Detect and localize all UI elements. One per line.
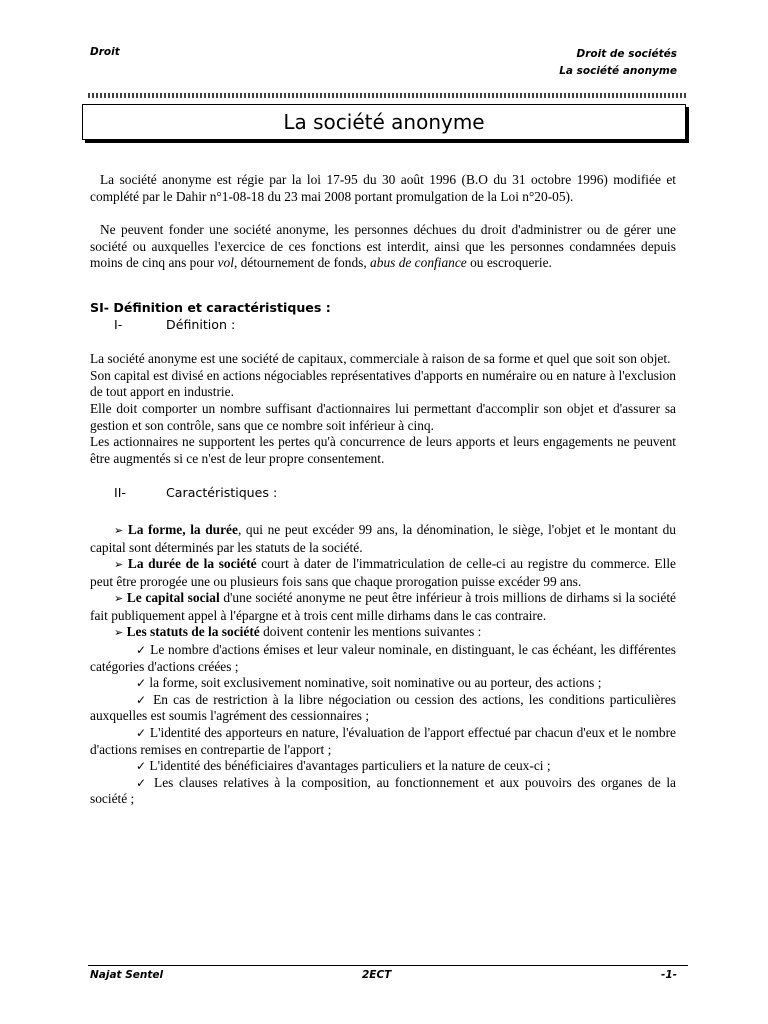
- document-body: [90, 172, 676, 808]
- check-item-6-text: Les clauses relatives à la composition, au fonctionnement et aux pouvoirs des organes de la société ;: [90, 774, 676, 807]
- footer-page-number: -1-: [660, 969, 677, 981]
- intro-paragraph-1: La société anonyme est régie par la loi 17-95 du 30 août 1996 (B.O du 31 octobre 1996) modifiée et complété par le Dahir n°1-08-18 du 23 mai 2008 portant promulgation de la Loi n°20-05).: [90, 172, 676, 204]
- intro-paragraph-2: [90, 222, 676, 272]
- bullet-3-bold: Le capital social: [126, 590, 220, 606]
- definition-paragraph-3: Elle doit comporter un nombre suffisant d'actionnaires lui permettant d'accomplir son objet et d'assurer sa gestion et son contrôle, sans que ce nombre soit inférieur à cinq.: [90, 400, 676, 433]
- arrow-bullet-icon: ➢: [114, 626, 124, 640]
- check-item-2: [90, 675, 676, 692]
- bullet-4-bold: Les statuts de la société: [126, 624, 260, 640]
- check-icon: ✓: [136, 676, 147, 691]
- check-item-4: [90, 725, 676, 758]
- check-item-5-text: L'identité des bénéficiaires d'avantages particuliers et la nature de ceux-ci ;: [149, 758, 551, 774]
- header-right-line2: La société anonyme: [559, 65, 677, 77]
- bullet-4-text: doivent contenir les mentions suivantes :: [259, 624, 482, 640]
- bullet-capital-social: [90, 590, 676, 624]
- check-item-3: [90, 692, 676, 725]
- intro-p2-part-a: Ne peuvent fonder une société anonyme, les personnes déchues du droit d'administrer ou de gérer une société ou auxquelles l'exercice de ces fonctions est interdit, ainsi que les personnes condamnées depuis moins de cinq ans pour: [90, 222, 676, 271]
- check-item-6: [90, 775, 676, 808]
- definition-paragraph-4: Les actionnaires ne supportent les pertes qu'à concurrence de leurs apports et leurs engagements ne peuvent être augmentés si ce n'est de leur propre consentement.: [90, 434, 676, 466]
- intro-p2-part-c: ou escroquerie.: [466, 255, 552, 271]
- bullet-forme-duree: [90, 522, 676, 556]
- check-icon: ✓: [136, 692, 148, 707]
- subsection-definition: [90, 317, 676, 334]
- header-right: [559, 46, 677, 80]
- check-item-1-text: Le nombre d'actions émises et leur valeur nominale, en distinguant, le cas échéant, les différentes catégories d'actions créées ;: [90, 642, 676, 674]
- arrow-bullet-icon: ➢: [114, 558, 124, 572]
- subsection-caracteristiques: [90, 485, 676, 502]
- bullet-1-bold: La forme, la durée: [127, 521, 238, 537]
- intro-p2-vol: vol: [217, 255, 234, 271]
- footer-author: Najat Sentel: [90, 969, 164, 981]
- intro-p2-abus: abus de confiance: [370, 255, 467, 271]
- arrow-bullet-icon: ➢: [114, 523, 124, 537]
- check-icon: ✓: [136, 759, 147, 774]
- bullet-2-text: court à dater de l'immatriculation de celle-ci au registre du commerce. Elle peut être prorogée une ou plusieurs fois sans que chaque prorogation puisse excéder 99 ans.: [90, 556, 676, 589]
- title-box: [82, 104, 686, 140]
- check-icon: ✓: [136, 726, 147, 741]
- subsection-2-number: II-: [114, 485, 126, 501]
- arrow-bullet-icon: ➢: [114, 592, 124, 606]
- page-title: La société anonyme: [283, 110, 485, 134]
- check-item-4-text: L'identité des apporteurs en nature, l'évaluation de l'apport effectué par chacun d'eux et le nombre d'actions remises en contrepartie de l'apport ;: [90, 725, 676, 757]
- footer-class: 2ECT: [362, 969, 392, 981]
- subsection-2-label: Caractéristiques :: [166, 485, 278, 501]
- check-item-5: [90, 758, 676, 775]
- header-divider: [88, 93, 688, 98]
- intro-p2-part-b: , détournement de fonds,: [233, 255, 371, 271]
- bullet-statuts: [90, 624, 676, 642]
- check-icon: ✓: [136, 643, 147, 658]
- bullet-3-text: d'une société anonyme ne peut être inférieur à trois millions de dirhams si la société fait publiquement appel à l'épargne et à trois cent mille dirhams dans le cas contraire.: [90, 590, 676, 623]
- check-icon: ✓: [136, 775, 149, 790]
- header-left: Droit: [90, 46, 120, 58]
- bullet-duree-societe: [90, 556, 676, 590]
- check-item-1: [90, 642, 676, 675]
- check-item-2-text: la forme, soit exclusivement nominative, soit nominative ou au porteur, des actions ;: [149, 675, 602, 691]
- section-heading: SI- Définition et caractéristiques :: [90, 299, 331, 315]
- bullet-1-text: , qui ne peut excéder 99 ans, la dénomination, le siège, l'objet et le montant du capital sont déterminés par les statuts de la société.: [90, 521, 677, 555]
- footer-divider: [88, 965, 688, 966]
- bullet-2-bold: La durée de la société: [127, 556, 257, 572]
- definition-paragraph-2: Son capital est divisé en actions négociables représentatives d'apports en numéraire ou en nature à l'exclusion de tout apport en industrie.: [90, 367, 677, 400]
- header-right-line1: Droit de sociétés: [576, 48, 677, 60]
- subsection-1-label: Définition :: [166, 316, 236, 332]
- definition-paragraph-1: La société anonyme est une société de capitaux, commerciale à raison de sa forme et quel que soit son objet.: [90, 351, 671, 367]
- check-item-3-text: En cas de restriction à la libre négociation ou cession des actions, les conditions particulières auxquelles est soumis l'agrément des cessionnaires ;: [90, 691, 676, 724]
- subsection-1-number: I-: [114, 316, 123, 332]
